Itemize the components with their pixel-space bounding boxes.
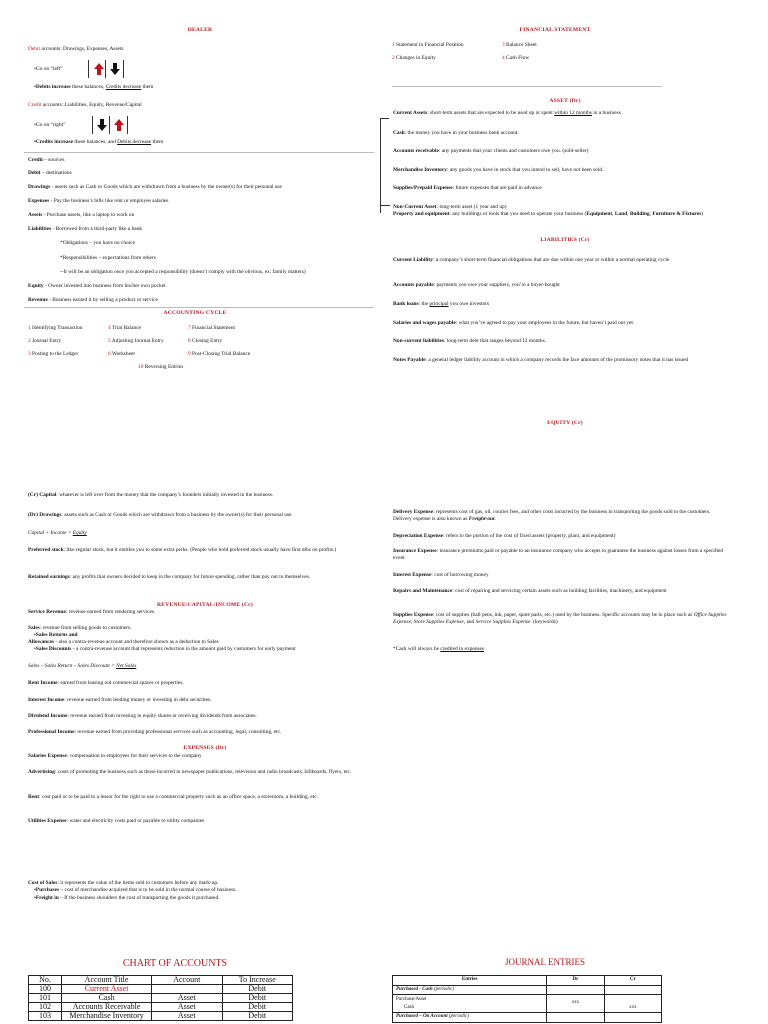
fs-item: 1 Statement in Financial Position: [392, 42, 464, 48]
equity-definition: Equity - Owner invested into business from his/her own pocket: [28, 283, 166, 289]
asset-heading: ASSET (Dr): [549, 98, 581, 104]
bracket: [380, 118, 389, 213]
preferred-stock: Preferred stock: like regular stock, but it entitles you to some extra perks. (People who hold preferred stock usually have first dibs on profits.): [28, 547, 337, 553]
liability-sub-2: *Responsibilities – expectations from others: [60, 255, 156, 261]
cycle-step: 2 Journal Entry: [28, 338, 62, 345]
down-arrow-icon: [95, 118, 109, 132]
net-sales-formula: Sales – Sales Return – Sales Discount = Net Sales: [28, 663, 137, 669]
cycle-step: 6 Worksheet: [108, 351, 135, 358]
fs-item: 2 Changes in Equity: [392, 55, 436, 62]
liability-sub-1: *Obligations – you have no choice: [60, 240, 136, 246]
cycle-step: 4 Trial Balance: [108, 325, 141, 331]
table-row: 101 Cash Asset Debit: [29, 994, 293, 1003]
insurance-expense: Insurance Expense: insurance premiums paid or payable to an insurance company who accepts to guarantee the business against losses from a specified event: [393, 548, 724, 562]
expenses-heading: EXPENSES (Dr): [183, 745, 227, 751]
down-arrow-icon: [108, 62, 122, 76]
retained-earnings: Retained earnings: any profits that owners decided to keep in the company for future spending, rather than pay out to themselves.: [28, 574, 311, 580]
sales-returns: •Sales Returns and: [34, 632, 78, 638]
column-header: Cr: [604, 976, 661, 986]
up-arrow-icon: [92, 62, 106, 76]
interest-expense: Interest Expense: cost of borrowing money: [393, 572, 489, 578]
go-left-text: •Go on “left”: [34, 66, 63, 72]
table-row: 102 Accounts Receivable Asset Debit: [29, 1003, 293, 1012]
liability-sub-3: --It will be an obligation once you accepted a responsibility (doesn’t comply with the obvious, ex: family matters): [60, 269, 306, 275]
delivery-expense: Delivery Expense: represents cost of gas, oil, courier fees, and other costs incurred by the business in transporting the goods sold to the customers. Delivery expense is also known as Freight-out.: [393, 509, 711, 523]
definition: Debit – destinations: [28, 170, 72, 176]
journal-entries-heading: JOURNAL ENTRIES: [505, 957, 585, 967]
sales-discounts: •Sales Discounts - a contra-revenue account that represents reduction in the amount paid by customers for early payment: [34, 646, 296, 652]
column-header: Account: [152, 976, 223, 985]
equity-heading: EQUITY (Cr): [547, 420, 583, 426]
fs-item: 3 Balance Sheet: [502, 42, 537, 48]
rent-expense: Rent: cost paid or to be paid to a lessor for the right to use a commercial property such as an office space, a storeroom, a building, etc.: [28, 794, 318, 800]
column-header: Account Title: [62, 976, 152, 985]
bracket: [380, 205, 390, 206]
cycle-step: 8 Closing Entry: [188, 338, 223, 345]
divider: [24, 152, 374, 153]
cycle-step: 10 Reversing Entries: [138, 364, 184, 371]
table-row: Purchased - Cash (periodic): [393, 985, 662, 995]
fs-item: 4 Cash Flow: [502, 55, 530, 62]
column-header: No.: [29, 976, 62, 985]
interest-income: Interest Income: revenue earned from lending money or investing in debt securities.: [28, 697, 212, 703]
repairs-maintenance: Repairs and Maintenance: cost of repairing and servicing certain assets such as building facilities, machinery, and equipment: [393, 588, 667, 594]
up-arrow-icon: [112, 118, 126, 132]
revenue-definition: Revenue - Business earned it by selling a product or service: [28, 297, 158, 303]
cycle-step: 3 Posting to the Ledger: [28, 351, 79, 358]
credits-increase-text: •Credits increase these balances, and Debits decrease them: [34, 139, 164, 145]
liability-salaries: Salaries and wages payable: what you’ve agreed to pay your employees in the future, but haven’t paid out yet.: [393, 320, 635, 326]
liability-ap: Accounts payable: payments you owe your suppliers, you’re a buyer-bought: [393, 282, 560, 288]
dealer-heading: DEALER: [187, 27, 213, 33]
table-row: 103 Merchandise Inventory Asset Debit: [29, 1012, 293, 1021]
drawings-def: (Dr) Drawings: assets such as Cash or Goods which are withdrawn from a business by the owner(s) for their personal use: [28, 512, 292, 518]
definition: Drawings - assets such as Cash or Goods which are withdrawn from a business by the owner(s) for their personal use: [28, 184, 282, 190]
asset-item-inventory: Merchandise Inventory: any goods you have in stock that you intend to sell, have not been sold.: [393, 167, 604, 173]
chart-of-accounts-table: [28, 975, 293, 1021]
credit-arrows: [92, 116, 128, 134]
divider: [24, 307, 374, 308]
service-revenue: Service Revenue: revenue earned from rendering services.: [28, 609, 156, 615]
financial-statement-heading: FINANCIAL STATEMENT: [519, 27, 591, 33]
cash-note: *Cash will always be credited in expenses: [393, 646, 485, 652]
professional-income: Professional Income: revenue earned from providing professional services such as accounting, legal, consulting, etc.: [28, 729, 282, 735]
rent-income: Rent Income: earned from leasing out commercial spaces or properties.: [28, 680, 184, 686]
debit-arrows: [88, 60, 124, 78]
cycle-step: 1 Identifying Transaction: [28, 325, 83, 331]
dividend-income: Dividend Income: revenue earned from investing in equity shares or receiving dividends from associates.: [28, 713, 257, 719]
debits-increase-text: •Debits increase these balances, Credits decrease them: [34, 84, 154, 90]
cycle-step: 5 Adjusting Journal Entry: [108, 338, 164, 345]
accounting-cycle-grid: [28, 325, 288, 371]
column-header: To Increase: [222, 976, 292, 985]
definitions-list: [28, 157, 373, 240]
revenue-heading: REVENUE/CAPITAL/INCOME (Cr): [157, 602, 253, 608]
go-right-text: •Go on “right”: [34, 122, 66, 128]
definition: Credit – sources: [28, 157, 65, 163]
table-row: Purchase/Asset Cash xxx xxx: [393, 995, 662, 1013]
liabilities-heading: LIABILITIES (Cr): [540, 237, 590, 243]
asset-item-cash: Cash: the money you have in your business bank account.: [393, 130, 519, 136]
definition: Liabilities - Borrowed from a third-party like a bank: [28, 226, 143, 232]
depreciation-expense: Depreciation Expense: refers to the portion of the cost of fixed assets (property, plant, and equipment): [393, 533, 616, 539]
capital-def: (Cr) Capital: whatever is left over from the money that the company’s founders initially invested in the business.: [28, 492, 274, 498]
journal-entries-table: [392, 975, 662, 1023]
definition: Assets - Purchase assets, like a laptop to work on: [28, 212, 135, 218]
debit-accounts-line: Debit accounts: Drawings, Expenses, Assets: [28, 46, 124, 52]
allowances: Allowances - also a contra-revenue account and therefore shown as a deduction to Sales: [28, 639, 219, 645]
non-current-asset: Non-Current Asset: long-term asset (1 year and up): [393, 204, 507, 210]
cost-of-sales: Cost of Sales: it represents the value of the items sold to customers before any mark-up.: [28, 880, 219, 886]
utilities-expense: Utilities Expense: water and electricity costs paid or payable to utility companies: [28, 818, 205, 824]
table-row: 100 Current Asset Debit: [29, 985, 293, 994]
liability-noncurrent: Non-current liabilities: long-term debt that ranges beyond 12 months.: [393, 338, 547, 344]
purchases: •Purchases – cost of merchandise acquired that is to be sold in the normal course of business.: [34, 887, 237, 893]
supplies-expense: Supplies Expense: cost of supplies (ball pens, ink, paper, spare parts, etc.) used by the business. Specific accounts may be in place such as Office Supplies Expense, Store Supplies Expense, and Service Supplies Expense. (keywords): [393, 612, 727, 626]
property-equipment: Property and equipment: any buildings or tools that you need to operate your business (Equipment, Land, Building, Furniture & Fixtures): [393, 211, 704, 217]
definition: Expenses - Pay the business’s bills like rent or employee salaries: [28, 198, 169, 204]
liability-current: Current Liability: a company’s short-term financial obligations that are due within one year or within a normal operating cycle: [393, 257, 670, 263]
liability-bank-loans: Bank loans: the principal you owe investors: [393, 301, 490, 307]
table-row: Purchased – On Account (periodic): [393, 1013, 662, 1023]
liability-notes: Notes Payable: a general ledger liability account in which a company records the face amounts of the promissory notes that it has issued: [393, 357, 689, 363]
sales: Sales: revenue from selling goods to customers.: [28, 625, 132, 631]
chart-of-accounts-heading: CHART OF ACCOUNTS: [122, 958, 228, 969]
salaries-expense: Salaries Expense: compensation to employees for their services to the company: [28, 753, 202, 759]
credit-accounts-line: Credit accounts: Liabilities, Equity, Revenue/Capital: [28, 102, 142, 108]
freight-in: •Freight in – If the business shoulders the cost of transporting the goods it purchased.: [34, 895, 220, 901]
asset-item-ar: Accounts receivable: any payments that your clients and customers owe you. (sold-seller): [393, 148, 589, 154]
accounting-cycle-heading: ACCOUNTING CYCLE: [163, 310, 227, 316]
asset-item-supplies: Supplies/Prepaid Expense: future expenses that are paid in advance: [393, 185, 542, 191]
equity-formula: Capital + Income = Equity: [28, 530, 87, 536]
financial-statement-list: [392, 42, 592, 62]
cycle-step: 9 Post-Closing Trial Balance: [188, 351, 251, 358]
current-assets: Current Assets: short-term assets that are expected to be used up or spent within 12 months in a business: [393, 110, 621, 116]
advertising: Advertising: costs of promoting the business such as those incurred in newspaper publications, television and radio broadcasts, billboards, flyers, etc.: [28, 769, 352, 775]
column-header: Dr: [547, 976, 604, 986]
table-header-row: [393, 976, 662, 986]
column-header: Entries: [393, 976, 547, 986]
cycle-step: 7 Financial Statement: [188, 325, 236, 331]
divider: [392, 86, 662, 87]
